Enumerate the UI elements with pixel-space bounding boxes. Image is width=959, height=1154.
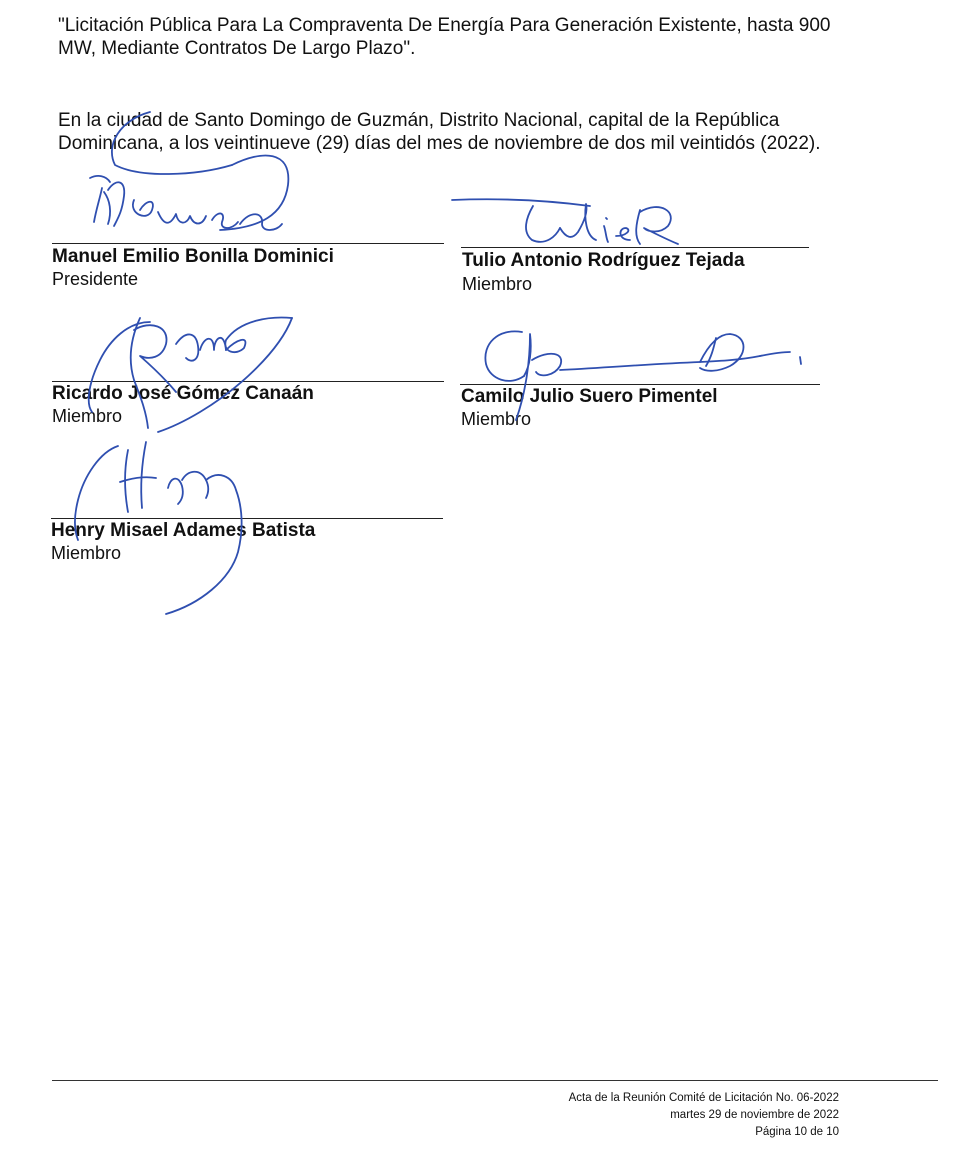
document-paragraph: En la ciudad de Santo Domingo de Guzmán, Distrito Nacional, capital de la República Dominicana, a los veintinueve (29) días del mes de noviembre de dos mil veintidós (2022).: [58, 110, 821, 154]
page-footer: [569, 1090, 839, 1141]
footer-act-title: Acta de la Reunión Comité de Licitación No. 06-2022: [568, 1092, 839, 1104]
signatory-role: Presidente: [52, 269, 139, 289]
signatory-role: Miembro: [461, 409, 532, 429]
signatory-name: Tulio Antonio Rodríguez Tejada: [462, 250, 745, 271]
signatory-name: Manuel Emilio Bonilla Dominici: [52, 246, 334, 267]
signature-line: [461, 247, 809, 248]
signatory-name: Camilo Julio Suero Pimentel: [461, 386, 718, 407]
signatory-name: Ricardo José Gómez Canaán: [52, 383, 314, 404]
signatory-role: Miembro: [462, 274, 533, 294]
signature-2-mark: [452, 199, 678, 244]
signature-line: [460, 384, 820, 385]
signature-line: [51, 518, 443, 519]
signatory-name: Henry Misael Adames Batista: [51, 520, 316, 541]
signature-line: [52, 381, 444, 382]
signature-line: [52, 243, 444, 244]
footer-date: martes 29 de noviembre de 2022: [670, 1109, 839, 1121]
signatory-role: Miembro: [51, 543, 122, 563]
signatory-role: Miembro: [52, 406, 123, 426]
footer-divider: [52, 1080, 938, 1081]
footer-page-number: Página 10 de 10: [755, 1126, 839, 1138]
document-title: "Licitación Pública Para La Compraventa De Energía Para Generación Existente, hasta 900 MW, Mediante Contratos De Largo Plazo".: [58, 15, 831, 59]
